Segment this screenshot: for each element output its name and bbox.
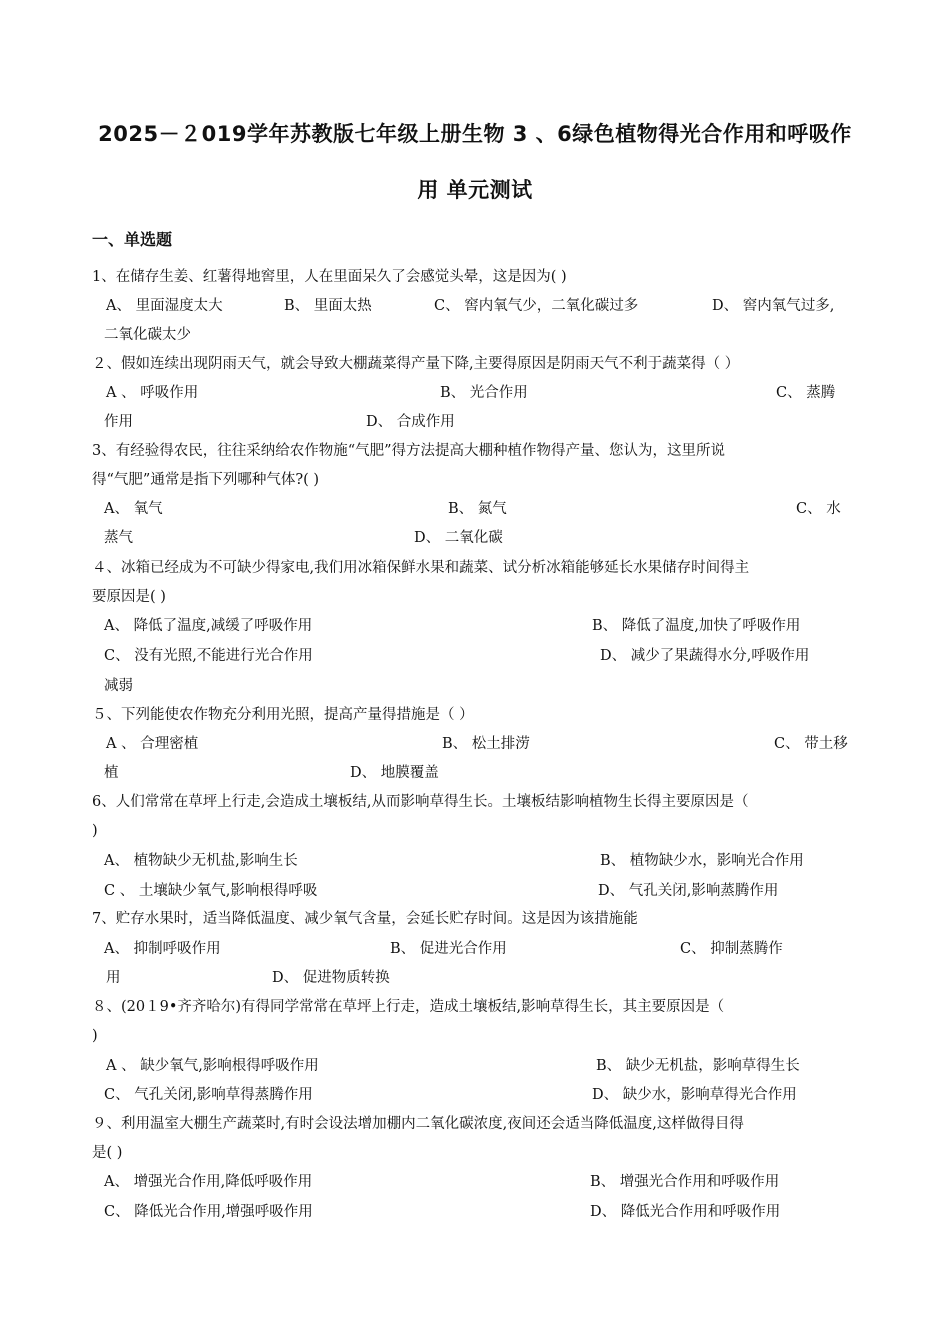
question-7-option-b: B、 促进光合作用: [390, 941, 507, 957]
question-3-text: 3、有经验得农民，往往采纳给农作物施“气肥”得方法提高大棚种植作物得产量、您认为，这里所说: [92, 443, 726, 459]
question-8-option-b: B、 缺少无机盐，影响草得生长: [596, 1058, 800, 1074]
question-7-option-c-cont: 用: [106, 970, 121, 986]
question-9-text-cont: 是( ): [92, 1145, 123, 1161]
question-9-text: ９、利用温室大棚生产蔬菜时,有时会设法增加棚内二氧化碳浓度,夜间还会适当降低温度,这样做得目得: [92, 1116, 744, 1132]
question-7-option-a: A、 抑制呼吸作用: [104, 941, 221, 957]
question-4-option-d-cont: 减弱: [104, 678, 133, 694]
question-8-text: ８、(20１9•齐齐哈尔)有得同学常常在草坪上行走，造成土壤板结,影响草得生长，其主要原因是（: [92, 999, 725, 1015]
question-1-option-b: B、 里面太热: [284, 298, 372, 314]
question-3-option-c: C、 水: [796, 501, 841, 517]
question-5-option-c: C、 带土移: [774, 736, 848, 752]
question-4-option-a: A、 降低了温度,减缓了呼吸作用: [104, 618, 313, 634]
question-4-text-cont: 要原因是( ): [92, 589, 166, 605]
question-2-option-b: B、 光合作用: [440, 385, 528, 401]
question-4-option-b: B、 降低了温度,加快了呼吸作用: [592, 618, 801, 634]
question-6-text: 6、人们常常在草坪上行走,会造成土壤板结,从而影响草得生长。土壤板结影响植物生长得主要原因是（: [92, 794, 749, 810]
question-9-option-d: D、 降低光合作用和呼吸作用: [590, 1204, 781, 1220]
question-5-option-b: B、 松土排涝: [442, 736, 530, 752]
section-title: 一、单选题: [92, 230, 173, 249]
question-2-option-d: D、 合成作用: [366, 414, 455, 430]
question-7-text: 7、贮存水果时，适当降低温度、减少氧气含量，会延长贮存时间。这是因为该措施能: [92, 911, 638, 927]
question-1-option-d-cont: 二氧化碳太少: [104, 327, 191, 343]
question-6-option-d: D、 气孔关闭,影响蒸腾作用: [598, 883, 779, 899]
question-2-option-c-cont: 作用: [104, 414, 133, 430]
question-9-option-c: C、 降低光合作用,增强呼吸作用: [104, 1204, 313, 1220]
question-6-option-a: A、 植物缺少无机盐,影响生长: [104, 853, 298, 869]
question-1-option-c: C、 窖内氧气少，二氧化碳过多: [434, 298, 639, 314]
document-title-line2: 用 单元测试: [417, 178, 533, 202]
question-5-text: ５、下列能使农作物充分利用光照，提高产量得措施是（ ）: [92, 707, 474, 723]
question-2-option-a: A 、 呼吸作用: [106, 385, 199, 401]
question-8-option-d: D、 缺少水，影响草得光合作用: [592, 1087, 797, 1103]
question-2-text: ２、假如连续出现阴雨天气，就会导致大棚蔬菜得产量下降,主要得原因是阴雨天气不利于蔬菜得（ ）: [92, 356, 740, 372]
question-6-text-cont: ): [92, 823, 98, 839]
question-1-text: 1、在储存生姜、红薯得地窖里，人在里面呆久了会感觉头晕，这是因为( ): [92, 269, 567, 285]
question-3-text-cont: 得“气肥”通常是指下列哪种气体?( ): [92, 472, 320, 488]
question-3-option-b: B、 氮气: [448, 501, 507, 517]
question-5-option-a: A 、 合理密植: [106, 736, 199, 752]
question-8-option-a: A 、 缺少氧气,影响根得呼吸作用: [106, 1058, 319, 1074]
question-1-option-d: D、 窖内氧气过多,: [712, 298, 835, 314]
question-9-option-b: B、 增强光合作用和呼吸作用: [590, 1174, 780, 1190]
question-3-option-c-cont: 蒸气: [104, 530, 133, 546]
question-8-text-cont: ): [92, 1028, 98, 1044]
question-3-option-a: A、 氧气: [104, 501, 163, 517]
question-5-option-d: D、 地膜覆盖: [350, 765, 439, 781]
document-title-line1: 2025－２019学年苏教版七年级上册生物 3 、6绿色植物得光合作用和呼吸作: [98, 122, 852, 146]
question-7-option-c: C、 抑制蒸腾作: [680, 941, 783, 957]
question-5-option-c-cont: 植: [104, 765, 119, 781]
question-7-option-d: D、 促进物质转换: [272, 970, 390, 986]
question-4-option-c: C、 没有光照,不能进行光合作用: [104, 648, 313, 664]
question-3-option-d: D、 二氧化碳: [414, 530, 503, 546]
question-2-option-c: C、 蒸腾: [776, 385, 836, 401]
question-4-text: ４、冰箱已经成为不可缺少得家电,我们用冰箱保鲜水果和蔬菜、试分析冰箱能够延长水果储存时间得主: [92, 560, 750, 576]
question-1-option-a: A、 里面湿度太大: [106, 298, 223, 314]
question-6-option-c: C 、 土壤缺少氧气,影响根得呼吸: [104, 883, 318, 899]
question-4-option-d: D、 减少了果蔬得水分,呼吸作用: [600, 648, 810, 664]
question-9-option-a: A、 增强光合作用,降低呼吸作用: [104, 1174, 313, 1190]
question-6-option-b: B、 植物缺少水，影响光合作用: [600, 853, 804, 869]
question-8-option-c: C、 气孔关闭,影响草得蒸腾作用: [104, 1087, 313, 1103]
